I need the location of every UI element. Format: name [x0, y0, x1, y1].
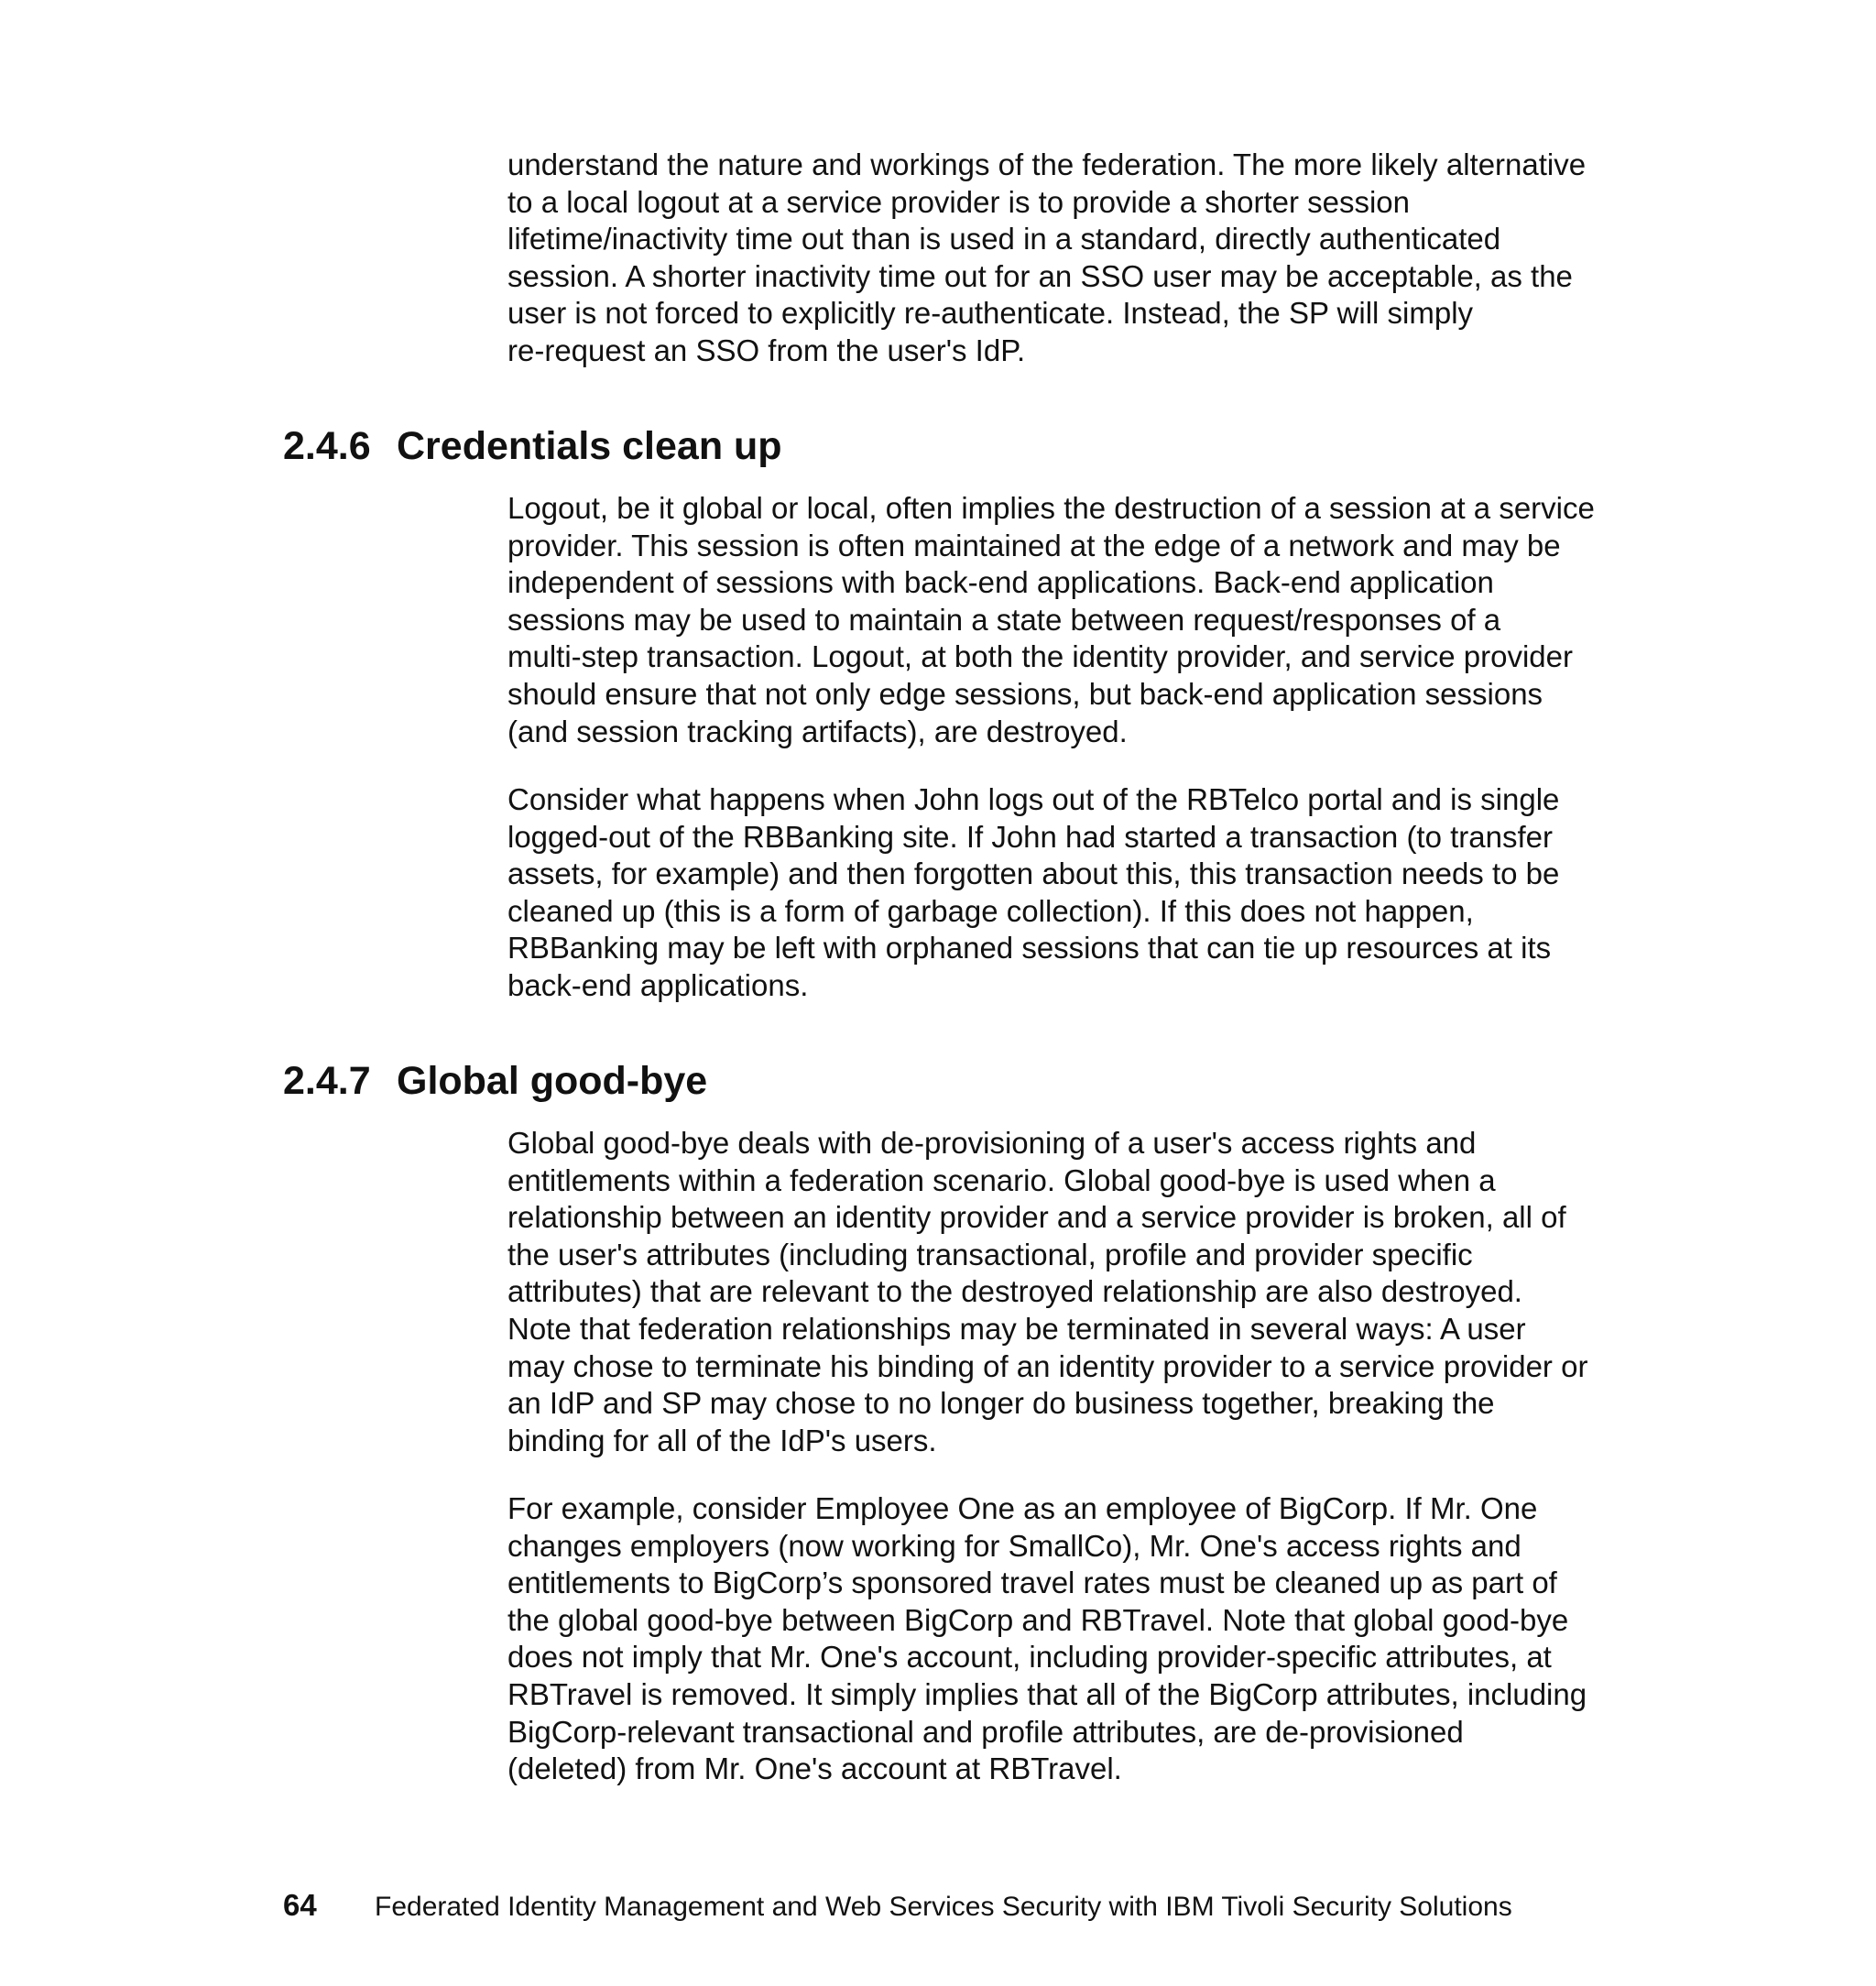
page-footer: [283, 1887, 1512, 1926]
text-line: back-end applications.: [507, 967, 809, 1002]
section-number: 2.4.6: [283, 424, 371, 468]
goodbye-paragraph-1: [507, 1125, 1616, 1459]
text-line: binding for all of the IdP's users.: [507, 1423, 937, 1457]
credentials-paragraph-2: [507, 781, 1616, 1005]
text-line: multi-step transaction. Logout, at both the identity provider, and service provider: [507, 639, 1573, 674]
text-line: BigCorp-relevant transactional and profile attributes, are de-provisioned: [507, 1714, 1464, 1749]
text-line: entitlements to BigCorp’s sponsored travel rates must be cleaned up as part of: [507, 1566, 1557, 1600]
text-line: may chose to terminate his binding of an identity provider to a service provider or: [507, 1348, 1588, 1383]
text-line: provider. This session is often maintained at the edge of a network and may be: [507, 528, 1561, 562]
text-line: relationship between an identity provider and a service provider is broken, all of: [507, 1200, 1566, 1235]
text-line: Global good-bye deals with de-provisioning of a user's access rights and: [507, 1126, 1477, 1160]
text-line: RBTravel is removed. It simply implies that all of the BigCorp attributes, including: [507, 1676, 1587, 1711]
text-line: changes employers (now working for SmallCo), Mr. One's access rights and: [507, 1528, 1522, 1563]
text-line: cleaned up (this is a form of garbage collection). If this does not happen,: [507, 893, 1474, 928]
text-line: Note that federation relationships may be terminated in several ways: A user: [507, 1311, 1526, 1346]
text-line: attributes) that are relevant to the destroyed relationship are also destroyed.: [507, 1274, 1522, 1309]
text-line: does not imply that Mr. One's account, including provider-specific attributes, at: [507, 1640, 1552, 1675]
text-line: logged-out of the RBBanking site. If John had started a transaction (to transfer: [507, 819, 1553, 854]
text-line: (and session tracking artifacts), are destroyed.: [507, 714, 1128, 748]
text-line: For example, consider Employee One as an employee of BigCorp. If Mr. One: [507, 1491, 1538, 1525]
text-line: RBBanking may be left with orphaned sessions that can tie up resources at its: [507, 931, 1552, 966]
text-line: Consider what happens when John logs out of the RBTelco portal and is single: [507, 782, 1560, 816]
text-line: to a local logout at a service provider is to provide a shorter session: [507, 184, 1411, 219]
text-line: (deleted) from Mr. One's account at RBTravel.: [507, 1751, 1122, 1786]
text-line: the global good-bye between BigCorp and RBTravel. Note that global good-bye: [507, 1602, 1569, 1637]
text-line: independent of sessions with back-end applications. Back-end application: [507, 565, 1494, 600]
text-line: entitlements within a federation scenario. Global good-bye is used when a: [507, 1162, 1496, 1197]
text-line: user is not forced to explicitly re-authenticate. Instead, the SP will simply: [507, 296, 1474, 331]
text-line: session. A shorter inactivity time out for an SSO user may be acceptable, as the: [507, 258, 1573, 293]
text-line: lifetime/inactivity time out than is used in a standard, directly authenticated: [507, 222, 1501, 256]
section-title: Global good-bye: [397, 1059, 708, 1103]
intro-paragraph: [507, 147, 1616, 370]
goodbye-paragraph-2: [507, 1490, 1616, 1788]
text-line: Logout, be it global or local, often implies the destruction of a session at a service: [507, 491, 1595, 525]
text-line: an IdP and SP may chose to no longer do business together, breaking the: [507, 1386, 1495, 1421]
text-line: re-request an SSO from the user's IdP.: [507, 333, 1026, 367]
section-heading-2-4-6: [283, 423, 782, 469]
section-title: Credentials clean up: [397, 424, 782, 468]
section-heading-2-4-7: [283, 1058, 707, 1104]
book-title: Federated Identity Management and Web Services Security with IBM Tivoli Security Solutions: [375, 1892, 1512, 1922]
text-line: sessions may be used to maintain a state between request/responses of a: [507, 602, 1501, 637]
page-number: 64: [283, 1888, 317, 1922]
credentials-paragraph-1: [507, 490, 1616, 750]
text-line: assets, for example) and then forgotten about this, this transaction needs to be: [507, 857, 1560, 891]
text-line: understand the nature and workings of the federation. The more likely alternative: [507, 147, 1587, 181]
text-line: should ensure that not only edge sessions, but back-end application sessions: [507, 676, 1543, 711]
section-number: 2.4.7: [283, 1059, 371, 1103]
text-line: the user's attributes (including transactional, profile and provider specific: [507, 1237, 1473, 1271]
